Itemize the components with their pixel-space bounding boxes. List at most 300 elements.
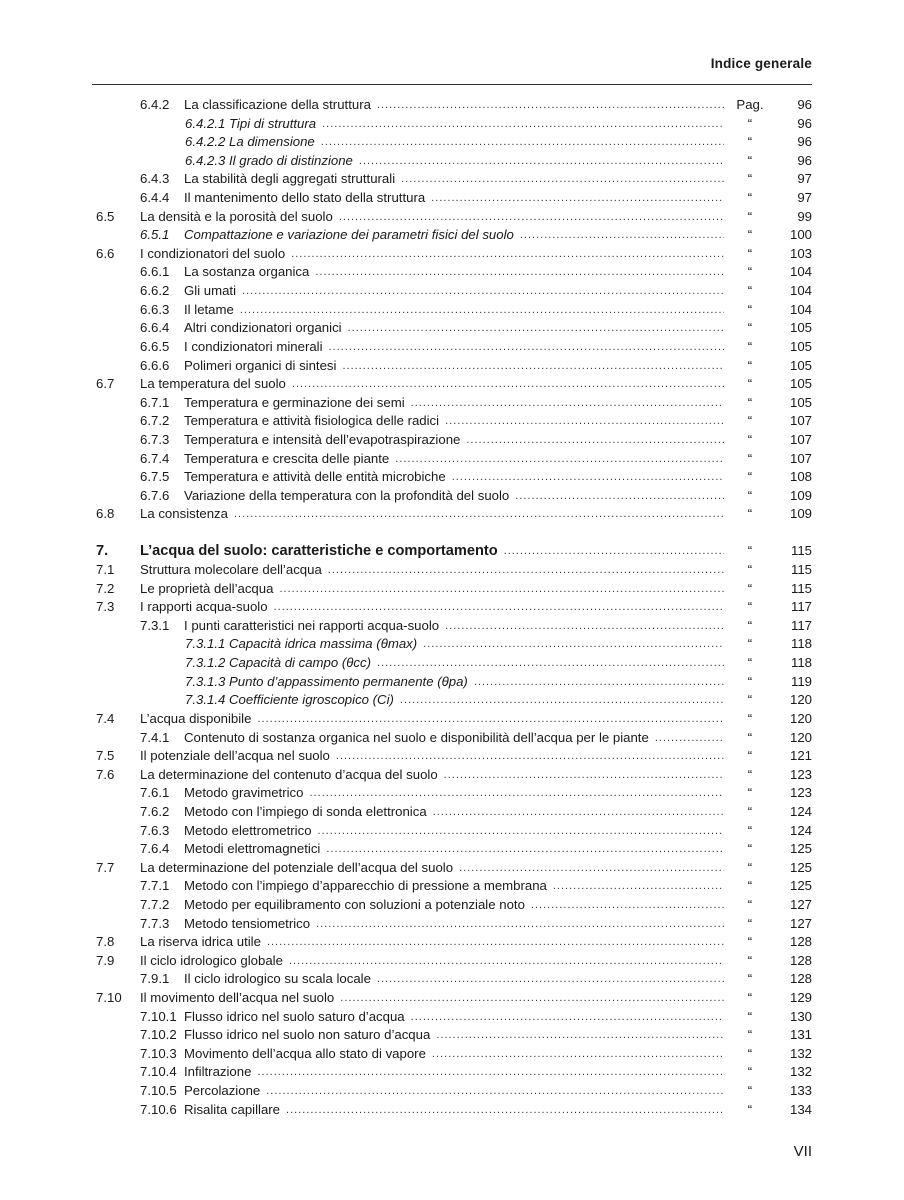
toc-entry-leader bbox=[184, 338, 724, 357]
toc-entry bbox=[92, 431, 812, 450]
toc-entry-page: 120 bbox=[789, 692, 812, 708]
toc-entry bbox=[92, 598, 812, 617]
ditto-mark: “ bbox=[747, 1045, 753, 1061]
toc-entry-number: 6.6.1 bbox=[140, 264, 170, 280]
toc-entry-leader bbox=[140, 208, 724, 227]
toc-entry-leader bbox=[185, 691, 724, 710]
toc-entry-leader bbox=[184, 468, 724, 487]
ditto-mark: “ bbox=[747, 878, 753, 894]
toc-entry-page: 115 bbox=[790, 580, 812, 596]
toc-entry-label: Contenuto di sostanza organica nel suolo e disponibilità dell’acqua per le piante bbox=[184, 729, 649, 745]
toc-entry-page: 127 bbox=[789, 915, 812, 931]
toc-entry bbox=[92, 152, 812, 171]
dot-leader bbox=[234, 505, 724, 524]
toc-entry-label: 7.3.1.3 Punto d’appassimento permanente (θpa) bbox=[185, 673, 468, 689]
toc-entry-page: 123 bbox=[789, 785, 812, 801]
toc-entry-page: 96 bbox=[797, 134, 812, 150]
toc-entry-number: 7.10 bbox=[96, 990, 122, 1006]
toc-entry bbox=[92, 952, 812, 971]
toc-entry-number: 6.7.2 bbox=[140, 413, 170, 429]
toc-entry-page: 125 bbox=[789, 841, 812, 857]
dot-leader bbox=[315, 263, 724, 282]
dot-leader bbox=[377, 970, 724, 989]
toc-entry bbox=[92, 394, 812, 413]
toc-entry-label: L’acqua disponibile bbox=[140, 710, 252, 726]
ditto-mark: “ bbox=[747, 562, 753, 578]
dot-leader bbox=[531, 896, 724, 915]
toc-entry-number: 6.7.6 bbox=[140, 487, 170, 503]
toc-entry-leader bbox=[140, 541, 724, 561]
toc-entry-label: Metodo tensiometrico bbox=[184, 915, 311, 931]
ditto-mark: “ bbox=[747, 413, 753, 429]
ditto-mark: “ bbox=[747, 599, 753, 615]
ditto-mark: “ bbox=[747, 115, 753, 131]
toc-entry-label: Il ciclo idrologico globale bbox=[140, 952, 283, 968]
dot-leader bbox=[504, 541, 724, 561]
toc-entry-page: 109 bbox=[789, 506, 812, 522]
page-number: VII bbox=[793, 1143, 812, 1160]
ditto-mark: “ bbox=[747, 841, 753, 857]
ditto-mark: “ bbox=[747, 376, 753, 392]
toc-entry bbox=[92, 784, 812, 803]
toc-entry-number: 7.2 bbox=[96, 580, 115, 596]
toc-entry bbox=[92, 710, 812, 729]
toc-entry-number: 7. bbox=[96, 543, 109, 560]
toc-entry-label: La consistenza bbox=[140, 506, 228, 522]
toc-entry-label: Il ciclo idrologico su scala locale bbox=[184, 971, 371, 987]
toc-entry-page: 132 bbox=[789, 1064, 812, 1080]
toc-entry-leader bbox=[184, 729, 724, 748]
dot-leader bbox=[316, 915, 724, 934]
toc-entry-page: 107 bbox=[789, 450, 812, 466]
toc-entry-label: I punti caratteristici nei rapporti acqua-suolo bbox=[184, 617, 440, 633]
toc-entry bbox=[92, 1026, 812, 1045]
dot-leader bbox=[309, 784, 724, 803]
toc-entry-leader bbox=[184, 263, 724, 282]
toc-entry-page: 108 bbox=[789, 469, 812, 485]
toc-entry-label: Il potenziale dell’acqua nel suolo bbox=[140, 748, 330, 764]
toc-entry-number: 7.3 bbox=[96, 599, 115, 615]
toc-entry-page: 117 bbox=[790, 617, 812, 633]
toc-entry-leader bbox=[184, 319, 724, 338]
toc-entry-page: 130 bbox=[789, 1008, 812, 1024]
toc-entry-label: La densità e la porosità del suolo bbox=[140, 208, 333, 224]
toc-entry-page: 96 bbox=[797, 115, 812, 131]
toc-entry-label: Metodo per equilibramento con soluzioni a potenziale noto bbox=[184, 896, 525, 912]
toc-entry-number: 6.6.5 bbox=[140, 338, 170, 354]
toc-entry-label: Gli umati bbox=[184, 283, 237, 299]
toc-entry-leader bbox=[140, 580, 724, 599]
toc-entry bbox=[92, 691, 812, 710]
ditto-mark: “ bbox=[747, 710, 753, 726]
ditto-mark: “ bbox=[747, 859, 753, 875]
toc-entry-label: 6.4.2.2 La dimensione bbox=[185, 134, 315, 150]
toc-entry bbox=[92, 263, 812, 282]
toc-entry-leader bbox=[184, 1045, 724, 1064]
toc-entry-label: Il movimento dell’acqua nel suolo bbox=[140, 990, 335, 1006]
ditto-mark: “ bbox=[747, 283, 753, 299]
table-of-contents bbox=[92, 96, 812, 1119]
dot-leader bbox=[432, 1045, 724, 1064]
toc-entry-number: 6.4.4 bbox=[140, 190, 170, 206]
toc-entry-number: 7.10.3 bbox=[140, 1045, 177, 1061]
ditto-mark: “ bbox=[747, 934, 753, 950]
toc-entry-number: 6.4.2 bbox=[140, 97, 170, 112]
toc-entry-leader bbox=[140, 505, 724, 524]
toc-entry-leader bbox=[140, 375, 724, 394]
toc-entry-page: 124 bbox=[789, 803, 812, 819]
header-rule bbox=[92, 84, 812, 85]
toc-entry bbox=[92, 96, 812, 115]
toc-entry-number: 7.6 bbox=[96, 766, 115, 782]
toc-entry bbox=[92, 1101, 812, 1120]
toc-entry-number: 6.7.1 bbox=[140, 394, 170, 410]
ditto-mark: “ bbox=[747, 506, 753, 522]
toc-entry-number: 6.7.3 bbox=[140, 431, 170, 447]
ditto-mark: “ bbox=[747, 245, 753, 261]
toc-entry-page: 103 bbox=[789, 245, 812, 261]
toc-entry-number: 7.6.2 bbox=[140, 803, 170, 819]
toc-entry bbox=[92, 747, 812, 766]
dot-leader bbox=[286, 1101, 724, 1120]
toc-entry-number: 7.10.1 bbox=[140, 1008, 177, 1024]
toc-entry-page: 120 bbox=[789, 729, 812, 745]
dot-leader bbox=[445, 412, 724, 431]
toc-entry-page: 104 bbox=[789, 301, 812, 317]
toc-entry-page: 105 bbox=[789, 394, 812, 410]
dot-leader bbox=[433, 803, 724, 822]
ditto-mark: “ bbox=[747, 320, 753, 336]
toc-entry-page: 97 bbox=[797, 171, 812, 187]
ditto-mark: “ bbox=[747, 152, 753, 168]
dot-leader bbox=[340, 989, 724, 1008]
ditto-mark: “ bbox=[747, 134, 753, 150]
ditto-mark: “ bbox=[747, 171, 753, 187]
toc-entry-leader bbox=[185, 654, 724, 673]
toc-entry-leader bbox=[185, 673, 724, 692]
toc-entry bbox=[92, 450, 812, 469]
toc-entry-number: 6.6.6 bbox=[140, 357, 170, 373]
toc-entry-page: 107 bbox=[789, 413, 812, 429]
ditto-mark: “ bbox=[747, 190, 753, 206]
toc-entry bbox=[92, 970, 812, 989]
ditto-mark: “ bbox=[747, 450, 753, 466]
dot-leader bbox=[257, 710, 724, 729]
ditto-mark: “ bbox=[747, 264, 753, 280]
toc-entry bbox=[92, 877, 812, 896]
toc-entry-number: 6.4.3 bbox=[140, 171, 170, 187]
ditto-mark: “ bbox=[747, 673, 753, 689]
ditto-mark: “ bbox=[747, 227, 753, 243]
toc-entry-number: 6.6 bbox=[96, 245, 115, 261]
toc-entry-leader bbox=[185, 635, 724, 654]
toc-entry-leader bbox=[184, 877, 724, 896]
toc-entry-leader bbox=[185, 133, 724, 152]
toc-entry-leader bbox=[184, 1101, 724, 1120]
ditto-mark: “ bbox=[747, 1101, 753, 1117]
toc-entry-label: Flusso idrico nel suolo saturo d’acqua bbox=[184, 1008, 405, 1024]
toc-entry bbox=[92, 915, 812, 934]
toc-entry-leader bbox=[184, 840, 724, 859]
toc-entry-label: La sostanza organica bbox=[184, 264, 310, 280]
ditto-mark: “ bbox=[747, 803, 753, 819]
dot-leader bbox=[291, 245, 724, 264]
toc-entry-number: 6.6.4 bbox=[140, 320, 170, 336]
dot-leader bbox=[359, 152, 724, 171]
toc-entry-page: 134 bbox=[789, 1101, 812, 1117]
toc-entry bbox=[92, 989, 812, 1008]
toc-entry-leader bbox=[185, 152, 724, 171]
toc-entry-number: 6.6.2 bbox=[140, 283, 170, 299]
toc-entry-page: 107 bbox=[789, 431, 812, 447]
dot-leader bbox=[436, 1026, 724, 1045]
ditto-mark: “ bbox=[747, 469, 753, 485]
toc-entry-page: 123 bbox=[789, 766, 812, 782]
dot-leader bbox=[515, 487, 724, 506]
toc-entry-label: Le proprietà dell’acqua bbox=[140, 580, 274, 596]
toc-entry-label: Metodo gravimetrico bbox=[184, 785, 304, 801]
toc-entry-leader bbox=[184, 226, 724, 245]
ditto-mark: “ bbox=[747, 487, 753, 503]
ditto-mark: “ bbox=[747, 822, 753, 838]
toc-entry-label: Temperatura e attività delle entità microbiche bbox=[184, 469, 446, 485]
toc-entry bbox=[92, 673, 812, 692]
toc-entry bbox=[92, 822, 812, 841]
dot-leader bbox=[553, 877, 724, 896]
toc-entry-number: 7.7.1 bbox=[140, 878, 170, 894]
toc-entry-number: 7.6.3 bbox=[140, 822, 170, 838]
toc-entry-number: 6.7.5 bbox=[140, 469, 170, 485]
dot-leader bbox=[431, 189, 724, 208]
toc-entry-page: 118 bbox=[790, 636, 812, 652]
toc-entry-leader bbox=[184, 450, 724, 469]
toc-entry-number: 7.9 bbox=[96, 952, 115, 968]
dot-leader bbox=[240, 301, 724, 320]
toc-entry-leader bbox=[140, 561, 724, 580]
toc-entry bbox=[92, 319, 812, 338]
ditto-mark: “ bbox=[747, 357, 753, 373]
toc-entry-leader bbox=[140, 859, 724, 878]
toc-entry-label: Variazione della temperatura con la profondità del suolo bbox=[184, 487, 510, 503]
ditto-mark: “ bbox=[747, 952, 753, 968]
toc-entry bbox=[92, 803, 812, 822]
ditto-mark: “ bbox=[747, 580, 753, 596]
toc-entry-leader bbox=[184, 1026, 724, 1045]
toc-entry bbox=[92, 729, 812, 748]
toc-entry-leader bbox=[184, 431, 724, 450]
toc-entry-number: 7.1 bbox=[96, 562, 115, 578]
dot-leader bbox=[655, 729, 724, 748]
toc-entry-leader bbox=[140, 245, 724, 264]
toc-entry bbox=[92, 617, 812, 636]
toc-entry-label: Metodo elettrometrico bbox=[184, 822, 312, 838]
toc-entry-leader bbox=[184, 617, 724, 636]
ditto-mark: “ bbox=[747, 766, 753, 782]
toc-entry bbox=[92, 301, 812, 320]
toc-entry-leader bbox=[184, 1082, 724, 1101]
toc-entry-page: 109 bbox=[789, 487, 812, 503]
toc-entry-number: 6.7 bbox=[96, 376, 115, 392]
toc-entry-number: 7.3.1 bbox=[140, 617, 170, 633]
toc-entry-number: 7.9.1 bbox=[140, 971, 170, 987]
ditto-mark: “ bbox=[747, 655, 753, 671]
toc-entry-leader bbox=[184, 822, 724, 841]
ditto-mark: “ bbox=[747, 208, 753, 224]
toc-entry-label: La determinazione del contenuto d’acqua del suolo bbox=[140, 766, 438, 782]
toc-entry-label: Compattazione e variazione dei parametri fisici del suolo bbox=[184, 227, 514, 243]
dot-leader bbox=[400, 691, 724, 710]
ditto-mark: “ bbox=[747, 394, 753, 410]
dot-leader bbox=[339, 208, 724, 227]
dot-leader bbox=[395, 450, 724, 469]
toc-entry-leader bbox=[184, 96, 724, 115]
toc-entry-leader bbox=[140, 710, 724, 729]
dot-leader bbox=[377, 96, 724, 115]
toc-entry-label: Temperatura e germinazione dei semi bbox=[184, 394, 405, 410]
dot-leader bbox=[267, 933, 724, 952]
toc-entry bbox=[92, 208, 812, 227]
toc-entry bbox=[92, 189, 812, 208]
dot-leader bbox=[266, 1082, 724, 1101]
toc-entry-page: 118 bbox=[790, 655, 812, 671]
toc-entry-label: Struttura molecolare dell’acqua bbox=[140, 562, 322, 578]
toc-entry-label: La classificazione della struttura bbox=[184, 97, 371, 112]
toc-entry bbox=[92, 375, 812, 394]
toc-entry-leader bbox=[140, 766, 724, 785]
toc-entry bbox=[92, 1082, 812, 1101]
toc-entry-leader bbox=[140, 598, 724, 617]
toc-entry-number: 6.5 bbox=[96, 208, 115, 224]
dot-leader bbox=[423, 635, 724, 654]
toc-entry-page: 133 bbox=[789, 1083, 812, 1099]
ditto-mark: “ bbox=[747, 1064, 753, 1080]
ditto-mark: “ bbox=[747, 1083, 753, 1099]
toc-entry-leader bbox=[184, 970, 724, 989]
toc-entry-leader bbox=[184, 412, 724, 431]
ditto-mark: “ bbox=[747, 748, 753, 764]
toc-entry-page: 121 bbox=[789, 748, 812, 764]
toc-entry-leader bbox=[184, 301, 724, 320]
dot-leader bbox=[411, 1008, 724, 1027]
toc-entry bbox=[92, 170, 812, 189]
dot-leader bbox=[318, 822, 724, 841]
toc-entry-label: Risalita capillare bbox=[184, 1101, 281, 1117]
dot-leader bbox=[242, 282, 724, 301]
toc-entry-label: Polimeri organici di sintesi bbox=[184, 357, 337, 373]
ditto-mark: “ bbox=[747, 1008, 753, 1024]
dot-leader bbox=[348, 319, 724, 338]
toc-entry-label: La determinazione del potenziale dell’acqua del suolo bbox=[140, 859, 454, 875]
toc-entry-number: 7.5 bbox=[96, 748, 115, 764]
toc-entry-label: Metodo con l’impiego di sonda elettronica bbox=[184, 803, 427, 819]
toc-entry-label: I rapporti acqua-suolo bbox=[140, 599, 268, 615]
toc-entry-page: 105 bbox=[789, 357, 812, 373]
toc-entry-label: 6.4.2.1 Tipi di struttura bbox=[185, 115, 317, 131]
toc-entry-number: 6.7.4 bbox=[140, 450, 170, 466]
toc-entry-leader bbox=[184, 189, 724, 208]
toc-entry-page: 96 bbox=[797, 152, 812, 168]
page-marker: Pag. bbox=[736, 97, 764, 112]
toc-entry bbox=[92, 654, 812, 673]
dot-leader bbox=[459, 859, 724, 878]
ditto-mark: “ bbox=[747, 785, 753, 801]
toc-entry-label: Il mantenimento dello stato della struttura bbox=[184, 190, 426, 206]
toc-entry-leader bbox=[185, 115, 724, 134]
ditto-mark: “ bbox=[747, 636, 753, 652]
toc-entry-leader bbox=[184, 803, 724, 822]
toc-entry-page: 115 bbox=[790, 543, 812, 559]
toc-entry-leader bbox=[140, 989, 724, 1008]
toc-entry-label: Altri condizionatori organici bbox=[184, 320, 342, 336]
ditto-mark: “ bbox=[747, 301, 753, 317]
toc-entry-page: 105 bbox=[789, 376, 812, 392]
dot-leader bbox=[292, 375, 724, 394]
toc-entry bbox=[92, 840, 812, 859]
dot-leader bbox=[474, 673, 724, 692]
toc-entry-label: Temperatura e crescita delle piante bbox=[184, 450, 390, 466]
toc-entry-label: Il letame bbox=[184, 301, 234, 317]
toc-chapter-entry bbox=[92, 541, 812, 561]
toc-entry-label: 7.3.1.4 Coefficiente igroscopico (Ci) bbox=[185, 692, 394, 708]
toc-entry-leader bbox=[184, 487, 724, 506]
toc-entry-page: 129 bbox=[789, 990, 812, 1006]
toc-entry-label: I condizionatori del suolo bbox=[140, 245, 286, 261]
toc-entry-page: 119 bbox=[790, 673, 812, 689]
ditto-mark: “ bbox=[747, 990, 753, 1006]
toc-entry-number: 6.5.1 bbox=[140, 227, 170, 243]
toc-entry-page: 96 bbox=[797, 97, 812, 112]
toc-entry-number: 6.6.3 bbox=[140, 301, 170, 317]
toc-entry-label: Metodo con l’impiego d’apparecchio di pressione a membrana bbox=[184, 878, 547, 894]
ditto-mark: “ bbox=[747, 1027, 753, 1043]
ditto-mark: “ bbox=[747, 431, 753, 447]
toc-entry bbox=[92, 468, 812, 487]
toc-entry-leader bbox=[184, 357, 724, 376]
toc-entry-number: 6.8 bbox=[96, 506, 115, 522]
toc-entry-page: 97 bbox=[797, 190, 812, 206]
toc-entry-page: 128 bbox=[789, 934, 812, 950]
toc-entry-page: 131 bbox=[789, 1027, 812, 1043]
toc-entry bbox=[92, 226, 812, 245]
toc-entry bbox=[92, 282, 812, 301]
toc-entry bbox=[92, 505, 812, 524]
toc-entry bbox=[92, 635, 812, 654]
toc-entry-leader bbox=[184, 1008, 724, 1027]
toc-entry-label: Temperatura e attività fisiologica delle radici bbox=[184, 413, 440, 429]
toc-entry-number: 7.6.1 bbox=[140, 785, 170, 801]
dot-leader bbox=[257, 1063, 724, 1082]
toc-entry-label: La stabilità degli aggregati strutturali bbox=[184, 171, 396, 187]
toc-entry bbox=[92, 487, 812, 506]
toc-entry-page: 105 bbox=[789, 338, 812, 354]
toc-entry-number: 7.7.3 bbox=[140, 915, 170, 931]
dot-leader bbox=[279, 580, 724, 599]
ditto-mark: “ bbox=[747, 543, 753, 559]
toc-entry-page: 132 bbox=[789, 1045, 812, 1061]
toc-entry-number: 7.4.1 bbox=[140, 729, 170, 745]
toc-entry-page: 99 bbox=[797, 208, 812, 224]
toc-entry-page: 115 bbox=[790, 562, 812, 578]
toc-entry-label: 7.3.1.2 Capacità di campo (θcc) bbox=[185, 655, 372, 671]
dot-leader bbox=[289, 952, 724, 971]
toc-entry-leader bbox=[184, 915, 724, 934]
toc-entry-number: 7.6.4 bbox=[140, 841, 170, 857]
dot-leader bbox=[401, 170, 724, 189]
toc-entry bbox=[92, 133, 812, 152]
toc-entry-label: L’acqua del suolo: caratteristiche e comportamento bbox=[140, 543, 498, 560]
ditto-mark: “ bbox=[747, 729, 753, 745]
toc-entry-page: 100 bbox=[789, 227, 812, 243]
